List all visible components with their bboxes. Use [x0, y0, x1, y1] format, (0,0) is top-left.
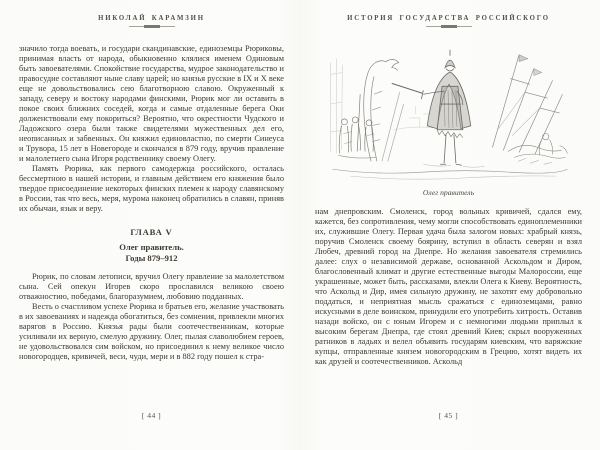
paragraph: значило тогда воевать, и государи скандинавские, единоземцы Рюриковы, принимая власть от народа, обыкновенно клялися именем Одиновым быть завоевателями. Спокойствие государства, мудрое законодательство и правосудие составляют ныне славу царей; но князья русские в IX и X веке еще не довольствовались сею благотворною славою. Окруженный к западу, северу и востоку народами финскими, Рюрик мог ли оставить в покое своих ближних соседей, когда и самые отдаленные берега Оки долженствовали ему покориться? Вероятно, что окрестности Чудского и Ладожского озера были также свидетелями мужественных дел его, неописанных и забвенных. Он княжил единовластно, по смерти Синеуса и Трувора, 15 лет в Новегороде и скончался в 879 году, вручив правление и малолетнего сына Игоря родственнику своему Олегу.	[19, 44, 284, 163]
right-page	[315, 0, 582, 450]
chapter-heading	[19, 227, 284, 263]
page-number-right: [ 45 ]	[438, 411, 459, 420]
paragraph: Память Рюрика, как первого самодержца российского, осталась бессмертною в нашей истории, и главным действием его княжения было твердое присоединение некоторых финских племен к народу славянскому в России, так что весь, меря, мурома наконец обратились в славян, приняв их обычаи, язык и веру.	[19, 164, 284, 213]
chapter-title: Олег правитель.	[119, 242, 184, 252]
illustration-caption: Олег правитель	[422, 188, 475, 197]
header-divider	[426, 25, 472, 29]
engraving-svg	[323, 35, 575, 185]
page-number-left: [ 44 ]	[141, 411, 162, 420]
chapter-years: Годы 879–912	[125, 252, 178, 263]
paragraph: нам днепровским. Смоленск, город вольных кривичей, сдался ему, кажется, без сопротивления, чему могли способствовать единоплеменники их, служившие Олегу. Первая удача была залогом новых: храбрый князь, поручив Смоленск своему боярину, вступил в область северян и взял Любеч, древний город на Днепре. Но желания завоевателя стремились далее: слух о независимой державе, основанной Аскольдом и Диром, благословенный климат и другие естественные выгоды Малороссии, еще украшенные, может быть, рассказами, влекли Олега к Киеву. Вероятность, что Аскольд и Дир, имея сильную дружину, не захотят ему добровольно поддаться, и неприятная мысль сражаться с единоземцами, равно искусными в деле воинском, принудили его употребить хитрость. Оставив назади войско, он с юным Игорем и с немногими людьми приплыл к высоким берегам Днепра, где стоял древний Киев; скрыл вооруженных ратников в ладьях и велел объявить государям киевским, что варяжские купцы, отправленные князем новогородским в Грецию, хотят видеть их как друзей и соотечественников. Аскольд	[315, 207, 582, 366]
chapter-number: ГЛАВА V	[130, 227, 173, 237]
header-divider	[129, 25, 175, 29]
right-page-body	[315, 207, 582, 367]
left-page-body	[19, 44, 284, 362]
running-header-author: НИКОЛАЙ КАРАМЗИН	[98, 15, 205, 22]
paragraph: Весть о счастливом успехе Рюрика и братьев его, желание участвовать в их завоеваниях и надежда обогатиться, без сомнения, привлекли многих варягов в Россию. Князья рады были соотечественникам, которые усиливали их верную, смелую дружину. Олег, пылая славолюбием героев, не удовольствовался сим войском, но присоединил к нему великое число новогородцев, кривичей, веси, чуди, мери и в 882 году пошел к стра-	[19, 302, 284, 361]
paragraph: Рюрик, по словам летописи, вручил Олегу правление за малолетством сына. Сей опекун Игорев скоро прославился великою своею отважностию, победами, благоразумием, любовию подданных.	[19, 272, 284, 301]
left-page	[19, 0, 284, 450]
running-header-title: ИСТОРИЯ ГОСУДАРСТВА РОССИЙСКОГО	[347, 15, 550, 22]
oleg-engraving-illustration	[323, 35, 575, 185]
